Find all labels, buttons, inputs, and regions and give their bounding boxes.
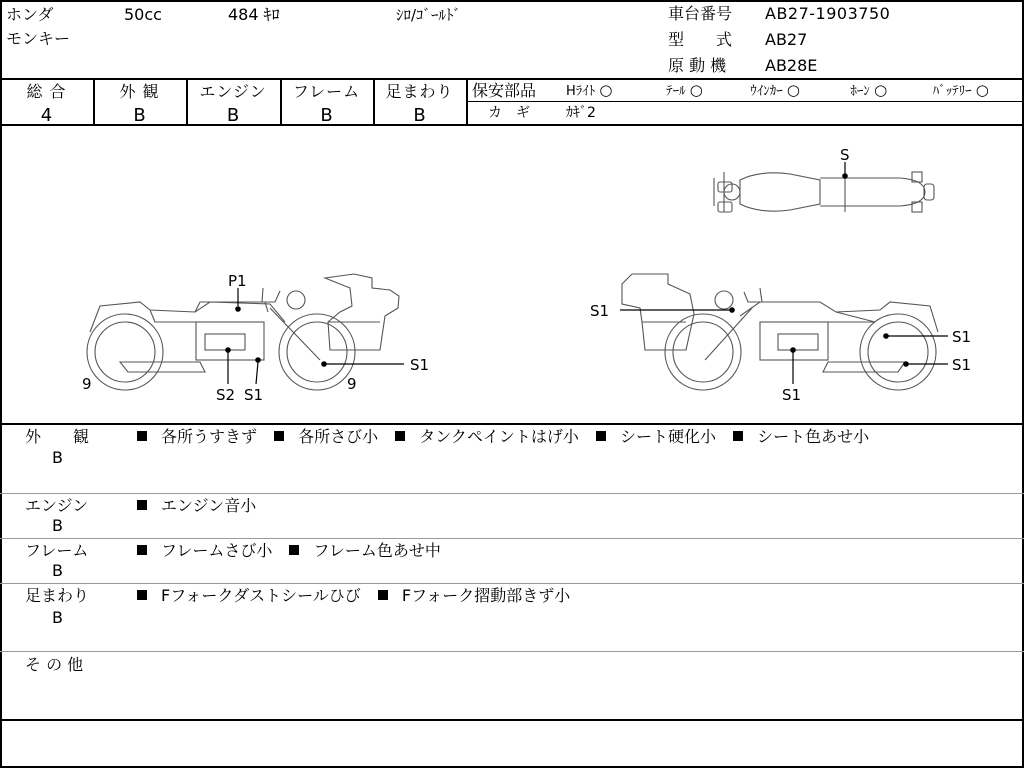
note-item: エンジン音小 xyxy=(161,496,257,515)
mileage: 484 ｷﾛ xyxy=(228,5,280,24)
grade-frame xyxy=(280,78,373,126)
safety-item-name: Hﾗｲﾄ xyxy=(566,84,596,99)
marker-label: S1 xyxy=(244,386,264,404)
bullet-square-icon xyxy=(274,431,284,441)
engine-value: AB28E xyxy=(765,56,818,75)
frame-no: AB27-1903750 xyxy=(765,4,891,23)
section-divider xyxy=(0,538,1024,539)
grade-row xyxy=(0,78,1024,126)
section-engine-grade: B xyxy=(52,516,63,535)
marker-label: 9 xyxy=(82,375,92,393)
safety-label: 保安部品 xyxy=(472,81,537,100)
marker-dot xyxy=(791,348,795,352)
engine-label: 原 動 機 xyxy=(668,56,727,75)
section-exterior-label: 外 観 xyxy=(25,427,90,446)
note-item: タンクペイントはげ小 xyxy=(419,427,579,446)
marker-dot xyxy=(226,348,230,352)
section-other-label: そ の 他 xyxy=(25,655,84,674)
key-label: カ ギ xyxy=(488,105,530,121)
safety-item-mark: ○ xyxy=(975,81,989,99)
marker-label: P1 xyxy=(228,272,247,290)
marker-label: S1 xyxy=(952,328,972,346)
top-view-bike xyxy=(714,172,934,212)
grade-suspension-value: B xyxy=(413,105,426,126)
section-suspension-notes xyxy=(137,587,570,605)
type-label: 型 式 xyxy=(668,30,733,49)
note-item: Fフォーク摺動部きず小 xyxy=(401,586,571,605)
marker-dot xyxy=(236,307,240,311)
bullet-square-icon xyxy=(137,431,147,441)
safety-item-battery xyxy=(933,82,989,100)
right-view-bike xyxy=(622,274,938,390)
section-engine-label: エンジン xyxy=(25,496,89,515)
type-value: AB27 xyxy=(765,30,808,49)
grade-overall-label: 総 合 xyxy=(26,82,67,101)
bullet-square-icon xyxy=(395,431,405,441)
note-item: 各所さび小 xyxy=(298,427,379,446)
bullet-square-icon xyxy=(596,431,606,441)
marker-label: S1 xyxy=(410,356,430,374)
grade-overall xyxy=(0,78,93,126)
grade-frame-value: B xyxy=(320,105,333,126)
frame-no-label: 車台番号 xyxy=(668,4,733,23)
grade-engine-value: B xyxy=(226,105,240,126)
note-item: シート硬化小 xyxy=(620,427,717,446)
safety-item-name: ﾊﾞｯﾃﾘｰ xyxy=(932,84,972,99)
bullet-square-icon xyxy=(137,545,147,555)
grade-frame-label: フレーム xyxy=(292,82,361,101)
note-item: Fフォークダストシールひび xyxy=(161,586,361,605)
section-frame-label: フレーム xyxy=(25,541,89,560)
key-value: ｶｷﾞ2 xyxy=(566,105,596,121)
marker-label: S2 xyxy=(216,386,236,404)
marker-dot xyxy=(843,174,847,178)
note-item: フレームさび小 xyxy=(161,541,273,560)
safety-item-mark: ○ xyxy=(786,81,801,99)
grade-exterior-label: 外 観 xyxy=(119,82,160,101)
note-item: 各所うすきず xyxy=(161,427,258,446)
marker-label: S1 xyxy=(590,302,610,320)
grade-exterior xyxy=(93,78,186,126)
safety-item-winker xyxy=(750,82,846,100)
marker-dot xyxy=(256,358,260,362)
note-item: シート色あせ小 xyxy=(757,427,870,446)
section-exterior-grade: B xyxy=(52,448,63,467)
safety-item-mark: ○ xyxy=(689,81,703,99)
safety-item-name: ｳｲﾝｶｰ xyxy=(750,84,783,99)
safety-item-name: ﾎｰﾝ xyxy=(850,84,870,99)
model-name: モンキー xyxy=(6,29,71,48)
marker-dot xyxy=(730,308,734,312)
marker-label: 9 xyxy=(347,375,357,393)
grade-engine xyxy=(186,78,280,126)
safety-items xyxy=(566,82,989,100)
marker-label: S1 xyxy=(782,386,802,404)
safety-item-name: ﾃｰﾙ xyxy=(666,84,686,99)
safety-item-tail xyxy=(666,82,746,100)
grade-overall-value: 4 xyxy=(40,105,53,126)
grade-engine-label: エンジン xyxy=(199,82,267,101)
section-divider xyxy=(0,583,1024,584)
other-bottom-border xyxy=(0,719,1024,721)
marker-dot xyxy=(322,362,326,366)
section-engine-notes xyxy=(137,497,256,515)
section-suspension-label: 足まわり xyxy=(25,586,90,605)
key-row xyxy=(488,104,596,122)
bullet-square-icon xyxy=(378,590,388,600)
grade-exterior-value: B xyxy=(133,105,146,126)
safety-item-headlight xyxy=(566,82,662,100)
marker-label: S xyxy=(840,146,850,164)
safety-item-horn xyxy=(850,82,928,100)
bullet-square-icon xyxy=(137,500,147,510)
color: ｼﾛ/ｺﾞｰﾙﾄﾞ xyxy=(396,6,462,24)
section-frame-notes xyxy=(137,542,441,560)
diagram-bottom-border xyxy=(0,423,1024,425)
marker-dot xyxy=(884,334,888,338)
section-exterior-notes xyxy=(137,428,869,446)
bullet-square-icon xyxy=(733,431,743,441)
maker: ホンダ xyxy=(6,5,54,24)
section-divider xyxy=(0,493,1024,494)
left-view-bike xyxy=(87,274,399,390)
displacement: 50cc xyxy=(124,5,162,24)
marker-dot xyxy=(904,362,908,366)
section-frame-grade: B xyxy=(52,561,63,580)
section-divider xyxy=(0,651,1024,652)
grade-suspension xyxy=(373,78,466,126)
safety-item-mark: ○ xyxy=(599,81,613,99)
bullet-square-icon xyxy=(289,545,299,555)
safety-item-mark: ○ xyxy=(874,81,888,99)
marker-line xyxy=(256,362,258,384)
damage-diagram xyxy=(0,126,1024,424)
section-suspension-grade: B xyxy=(52,608,63,627)
grade-suspension-label: 足まわり xyxy=(385,82,454,101)
bullet-square-icon xyxy=(137,590,147,600)
marker-label: S1 xyxy=(952,356,972,374)
note-item: フレーム色あせ中 xyxy=(313,541,441,560)
